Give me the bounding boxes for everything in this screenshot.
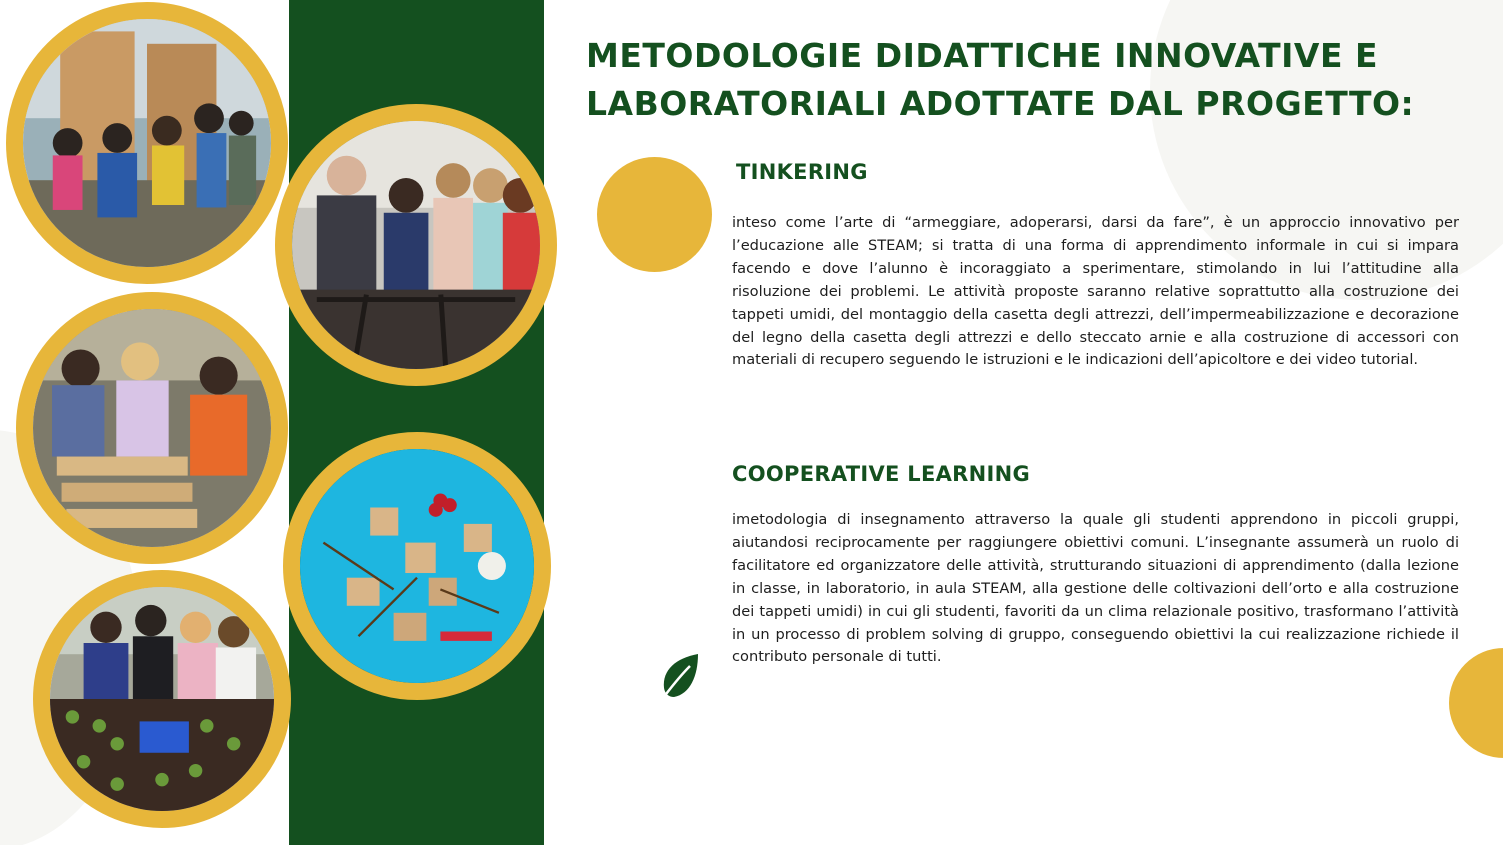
section-text-tinkering: inteso come l’arte di “armeggiare, adoperarsi, darsi da fare”, è un approccio innovativo per l’educazione alle STEAM; si tratta di una forma di apprendimento informale in cui si impara facendo e dove l’alunno è incoraggiato a sperimentare, stimolando in lui l’attitudine alla risoluzione dei problemi. Le attività proposte saranno relative soprattutto alla costruzione dei tappeti umidi, del montaggio della casetta degli attrezzi, dell’impermeabilizzazione e decorazione del legno della casetta degli attrezzi e dello steccato arnie e alla costruzione di accessori con materiali di recupero seguendo le istruzioni e le indicazioni dell’apicoltore e dei video tutorial. [732,214,1459,369]
photo-seedlings [33,570,291,828]
section-text-cooperative-learning: imetodologia di insegnamento attraverso la quale gli studenti apprendono in piccoli gruppi, aiutandosi reciprocamente per raggiungere obiettivi comuni. L’insegnante assumerà un ruolo di facilitatore ed organizzatore delle attività, strutturando situazioni di apprendimento (dalla lezione in classe, in laboratorio, in aula STEAM, alla gestione delle coltivazioni dell’orto e alla costruzione dei tappeti umidi) in cui gli studenti, favoriti da un clima relazionale positivo, trasformano l’attività in un processo di problem solving di gruppo, conseguendo obiettivi la cui realizzazione richiede il contributo personale di tutti. [732,511,1459,666]
photo-tool-shed [6,2,288,284]
section-heading-tinkering: TINKERING [736,160,868,184]
photo-painting-pallet [16,292,288,564]
page-title: METODOLOGIE DIDATTICHE INNOVATIVE E LABORATORIALI ADOTTATE DAL PROGETTO: [586,36,1415,123]
section-heading-cooperative-learning: COOPERATIVE LEARNING [732,462,1031,486]
photo-building-frame [275,104,557,386]
photo-craft-boxes [283,432,551,700]
leaf-icon [658,652,702,704]
decorative-gold-circle [597,157,712,272]
